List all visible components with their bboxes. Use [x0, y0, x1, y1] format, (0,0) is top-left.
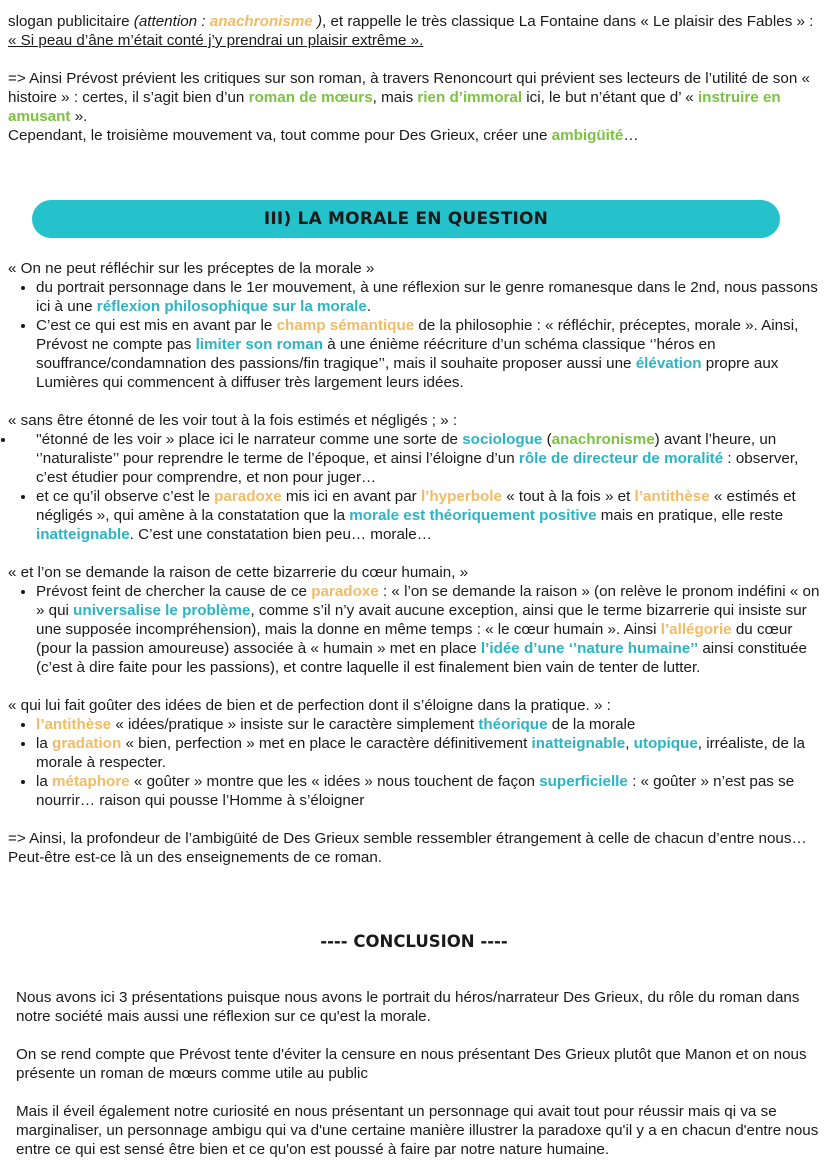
bullet-list-4	[8, 715, 824, 810]
quote-1: « On ne peut réfléchir sur les préceptes de la morale »	[8, 260, 375, 277]
list-item: la gradation « bien, perfection » met en place le caractère définitivement inatteignable, utopique, irréaliste, de la morale à respecter.	[36, 734, 824, 772]
section-title-banner	[32, 200, 780, 238]
list-item: C’est ce qui est mis en avant par le champ sémantique de la philosophie : « réfléchir, préceptes, morale ». Ainsi, Prévost ne compte pas limiter son roman à une énième réécriture d’un schéma classique ‘’héros en souffrance/condamnation des passions/fin tragique’’, mais il souhaite proposer aussi une élévation propre aux Lumières qui commencent à diffuser très largement leurs idées.	[36, 316, 824, 392]
list-item: du portrait personnage dans le 1er mouvement, à une réflexion sur le genre romanesque dans le 2nd, nous passons ici à une réflexion philosophique sur la morale.	[36, 278, 824, 316]
intro-paragraph-2: => Ainsi Prévost prévient les critiques sur son roman, à travers Renoncourt qui prévient ses lecteurs de l’utilité de son « histoire » : certes, il s’agit bien d’un roman de mœurs, mais rien d’immoral ici, le but n’étant que d’ « instruire en amusant ».	[8, 70, 810, 125]
list-item: la métaphore « goûter » montre que les « idées » nous touchent de façon superficielle : « goûter » n’est pas se nourrir… raison qui pousse l’Homme à s’éloigner	[36, 772, 824, 810]
list-item: et ce qu’il observe c’est le paradoxe mis ici en avant par l’hyperbole « tout à la fois » et l’antithèse « estimés et négligés », qui amène à la constatation que la morale est théoriquement positive mais en pratique, elle reste inatteignable. C’est une constatation bien peu… morale…	[36, 487, 824, 544]
la-fontaine-quote: « Si peau d’âne m’était conté j’y prendrai un plaisir extrême ».	[8, 32, 424, 49]
bullet-list-1	[8, 278, 824, 392]
conclusion-title: ---- CONCLUSION ----	[320, 932, 508, 951]
intro-paragraph-3: Cependant, le troisième mouvement va, tout comme pour Des Grieux, créer une ambigüité…	[8, 127, 639, 144]
list-item: Prévost feint de chercher la cause de ce paradoxe : « l’on se demande la raison » (on relève le pronom indéfini « on » qui universalise le problème, comme s’il n’y avait aucune exception, ainsi que le terme bizarrerie qui insiste sur une supposée incompréhension), mais la donne en même temps : « le cœur humain ». Ainsi l’allégorie du cœur (pour la passion amoureuse) associée à « humain » met en place l’idée d’une ‘’nature humaine’’ ainsi constituée (c’est à dire faite pour les passions), et contre laquelle il est finalement bien vain de tenter de lutter.	[36, 582, 824, 677]
list-item: l’antithèse « idées/pratique » insiste sur le caractère simplement théorique de la morale	[36, 715, 824, 734]
bullet-list-3	[8, 582, 824, 677]
conclusion-paragraph-2: On se rend compte que Prévost tente d'éviter la censure en nous présentant Des Grieux plutôt que Manon et on nous présente un roman de mœurs comme utile au public	[16, 1046, 807, 1082]
quote-2: « sans être étonné de les voir tout à la fois estimés et négligés ; » :	[8, 412, 458, 429]
intro-paragraph-1: slogan publicitaire (attention : anachronisme ), et rappelle le très classique La Fontaine dans « Le plaisir des Fables » : « Si peau d’âne m’était conté j’y prendrai un plaisir extrême ».	[8, 13, 814, 49]
intro-section	[8, 12, 824, 145]
quote-4: « qui lui fait goûter des idées de bien et de perfection dont il s’éloigne dans la pratique. » :	[8, 697, 611, 714]
section-3-conclusion: => Ainsi, la profondeur de l’ambigüité de Des Grieux semble ressembler étrangement à celle de chacun d’entre nous… Peut-être est-ce là un des enseignements de ce roman.	[8, 830, 807, 866]
conclusion-body	[16, 988, 822, 1159]
highlight-anachronisme: anachronisme	[209, 13, 313, 30]
list-item: ''étonné de les voir » place ici le narrateur comme une sorte de sociologue (anachronisme) avant l’heure, un ‘’naturaliste’’ pour reprendre le terme de l’époque, et ainsi l’éloigne d’un rôle de directeur de moralité : observer, c’est étudier pour comprendre, et non pour juger…	[16, 430, 824, 487]
quote-3: « et l’on se demande la raison de cette bizarrerie du cœur humain, »	[8, 564, 469, 581]
section-3-body	[8, 259, 824, 867]
bullet-list-2	[8, 430, 824, 544]
section-title: III) LA MORALE EN QUESTION	[263, 208, 549, 229]
conclusion-paragraph-1: Nous avons ici 3 présentations puisque nous avons le portrait du héros/narrateur Des Grieux, du rôle du roman dans notre société mais aussi une réflexion sur ce qu'est la morale.	[16, 989, 800, 1025]
conclusion-paragraph-3: Mais il éveil également notre curiosité en nous présentant un personnage qui avait tout pour réussir mais qi va se marginaliser, un personnage ambigu qui va d'une certaine manière illustrer la paradoxe qu'il y a en chacun d'entre nous entre ce qui est sensé être bien et ce qu'on est poussé à faire par notre nature humaine.	[16, 1103, 819, 1158]
